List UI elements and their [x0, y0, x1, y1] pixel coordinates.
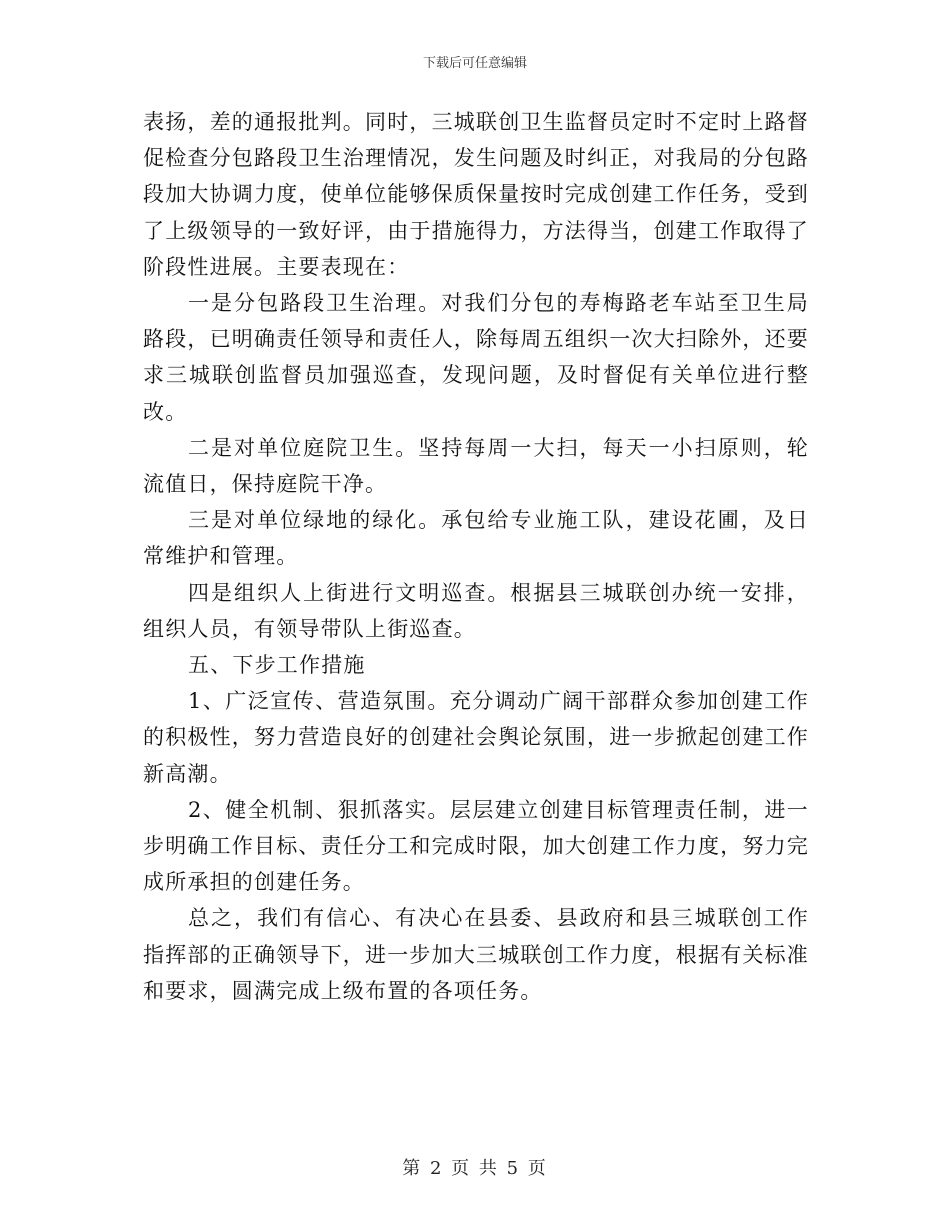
page-number: 第 2 页 共 5 页	[402, 1158, 548, 1179]
paragraph-measure-1: 1、广泛宣传、营造氛围。充分调动广阔干部群众参加创建工作的积极性，努力营造良好的创建社会舆论氛围，进一步掀起创建工作新高潮。	[143, 689, 809, 786]
paragraph-measure-2: 2、健全机制、狠抓落实。层层建立创建目标管理责任制，进一步明确工作目标、责任分工和完成时限，加大创建工作力度，努力完成所承担的创建任务。	[143, 797, 809, 895]
paragraph-continuation: 表扬，差的通报批判。同时，三城联创卫生监督员定时不定时上路督促检查分包路段卫生治理情况，发生问题及时纠正，对我局的分包路段加大协调力度，使单位能够保质保量按时完成创建工作任务，受到了上级领导的一致好评，由于措施得力，方法得当，创建工作取得了阶段性进展。主要表现在：	[143, 110, 809, 279]
paragraph-item-1: 一是分包路段卫生治理。对我们分包的寿梅路老车站至卫生局路段，已明确责任领导和责任人，除每周五组织一次大扫除外，还要求三城联创监督员加强巡查，发现问题，及时督促有关单位进行整改。	[143, 291, 809, 424]
section-heading: 五、下步工作措施	[188, 653, 366, 678]
paragraph-item-3: 三是对单位绿地的绿化。承包给专业施工队，建设花圃，及日常维护和管理。	[143, 508, 809, 569]
page-header: 下载后可任意编辑	[422, 56, 527, 71]
paragraph-conclusion: 总之，我们有信心、有决心在县委、县政府和县三城联创工作指挥部的正确领导下，进一步加大三城联创工作力度，根据有关标准和要求，圆满完成上级布置的各项任务。	[143, 906, 809, 1003]
document-body	[143, 104, 809, 1009]
paragraph-item-2: 二是对单位庭院卫生。坚持每周一大扫，每天一小扫原则，轮流值日，保持庭院干净。	[143, 435, 809, 497]
paragraph-item-4: 四是组织人上街进行文明巡查。根据县三城联创办统一安排，组织人员，有领导带队上街巡查。	[143, 580, 809, 641]
